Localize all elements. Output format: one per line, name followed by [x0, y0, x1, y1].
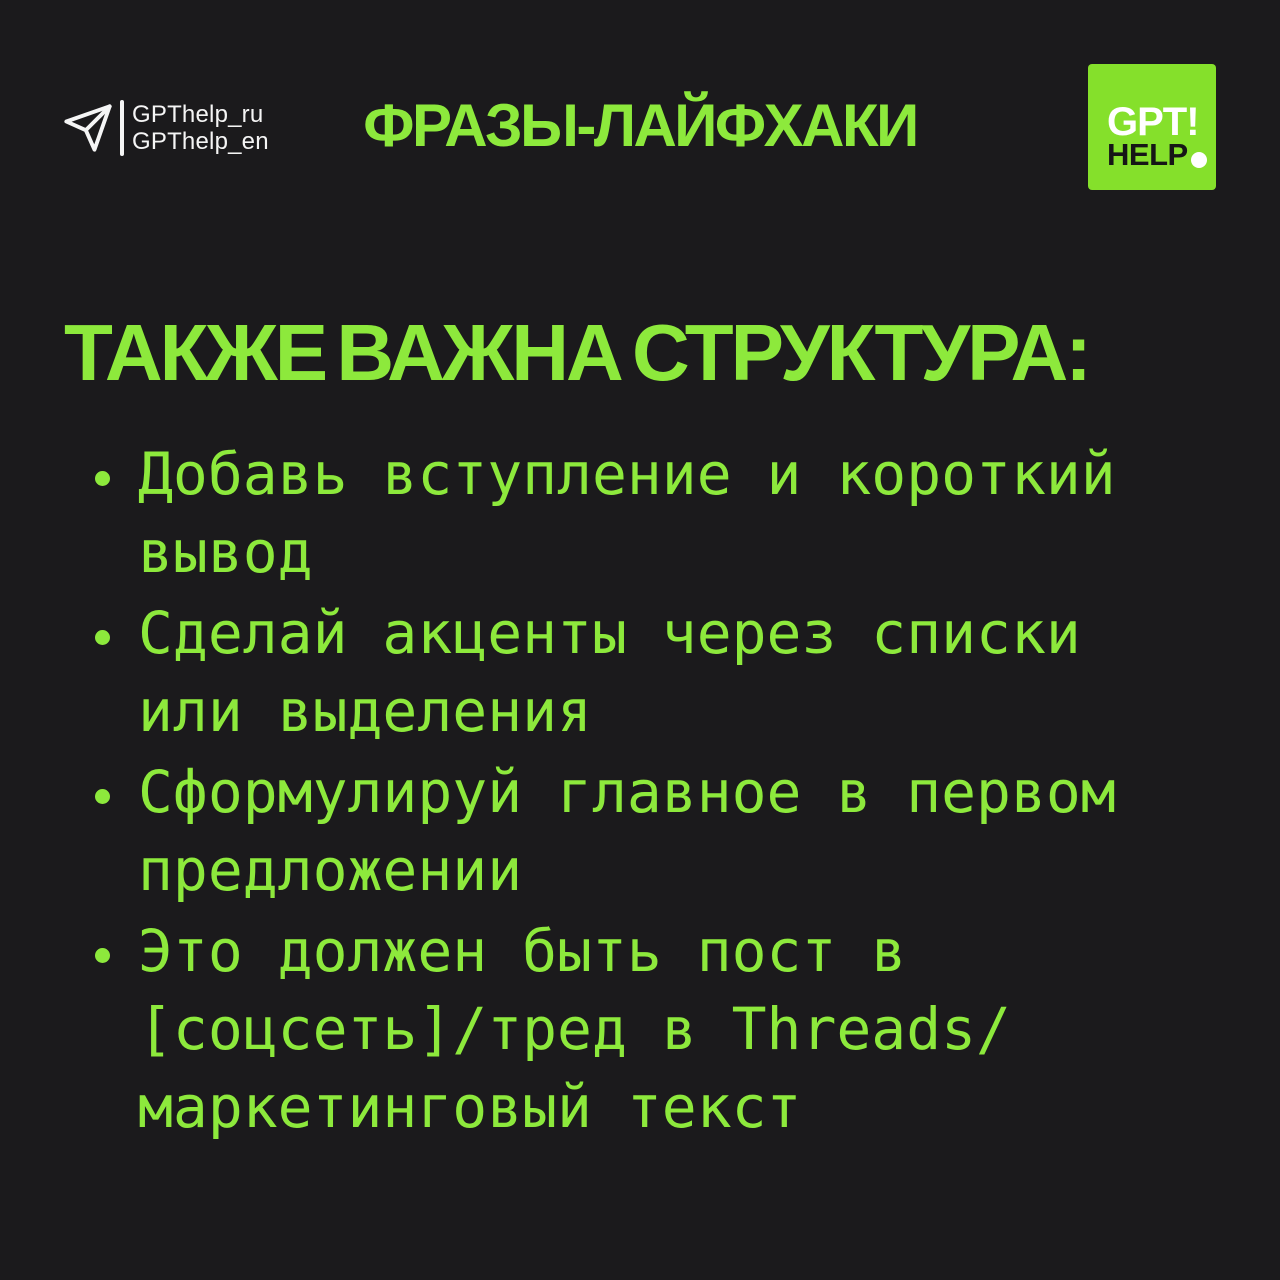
bullet-dot-icon [95, 948, 110, 963]
telegram-handle-ru: GPThelp_ru [132, 101, 264, 128]
list-item-text: Это должен быть пост в [соцсеть]/тред в Threads/маркетинговый текст [138, 917, 1011, 1141]
page-title: ФРАЗЫ-ЛАЙФХАКИ [363, 92, 917, 159]
gpthelp-logo [1088, 64, 1216, 190]
bullet-list [95, 435, 1155, 1149]
logo-line2 [1107, 137, 1216, 172]
list-item-text: Сформулируй главное в первом предложении [138, 758, 1116, 904]
telegram-channels-block [62, 100, 269, 156]
logo-dot-icon [1191, 152, 1207, 168]
telegram-handles [132, 101, 269, 155]
list-item [95, 435, 1155, 591]
list-item-text: Добавь вступление и короткий вывод [138, 440, 1116, 586]
logo-text-gpt: GPT! [1107, 100, 1199, 144]
bullet-dot-icon [95, 471, 110, 486]
list-item [95, 753, 1155, 909]
logo-text-help: HELP [1107, 137, 1188, 172]
telegram-handle-en: GPThelp_en [132, 128, 269, 155]
list-item [95, 594, 1155, 750]
list-item [95, 912, 1155, 1146]
bullet-dot-icon [95, 789, 110, 804]
slide-heading: ТАКЖЕ ВАЖНА СТРУКТУРА: [64, 308, 1089, 397]
telegram-plane-icon [62, 102, 114, 154]
list-item-text: Сделай акценты через списки или выделения [138, 599, 1081, 745]
bullet-dot-icon [95, 630, 110, 645]
divider [120, 100, 124, 156]
